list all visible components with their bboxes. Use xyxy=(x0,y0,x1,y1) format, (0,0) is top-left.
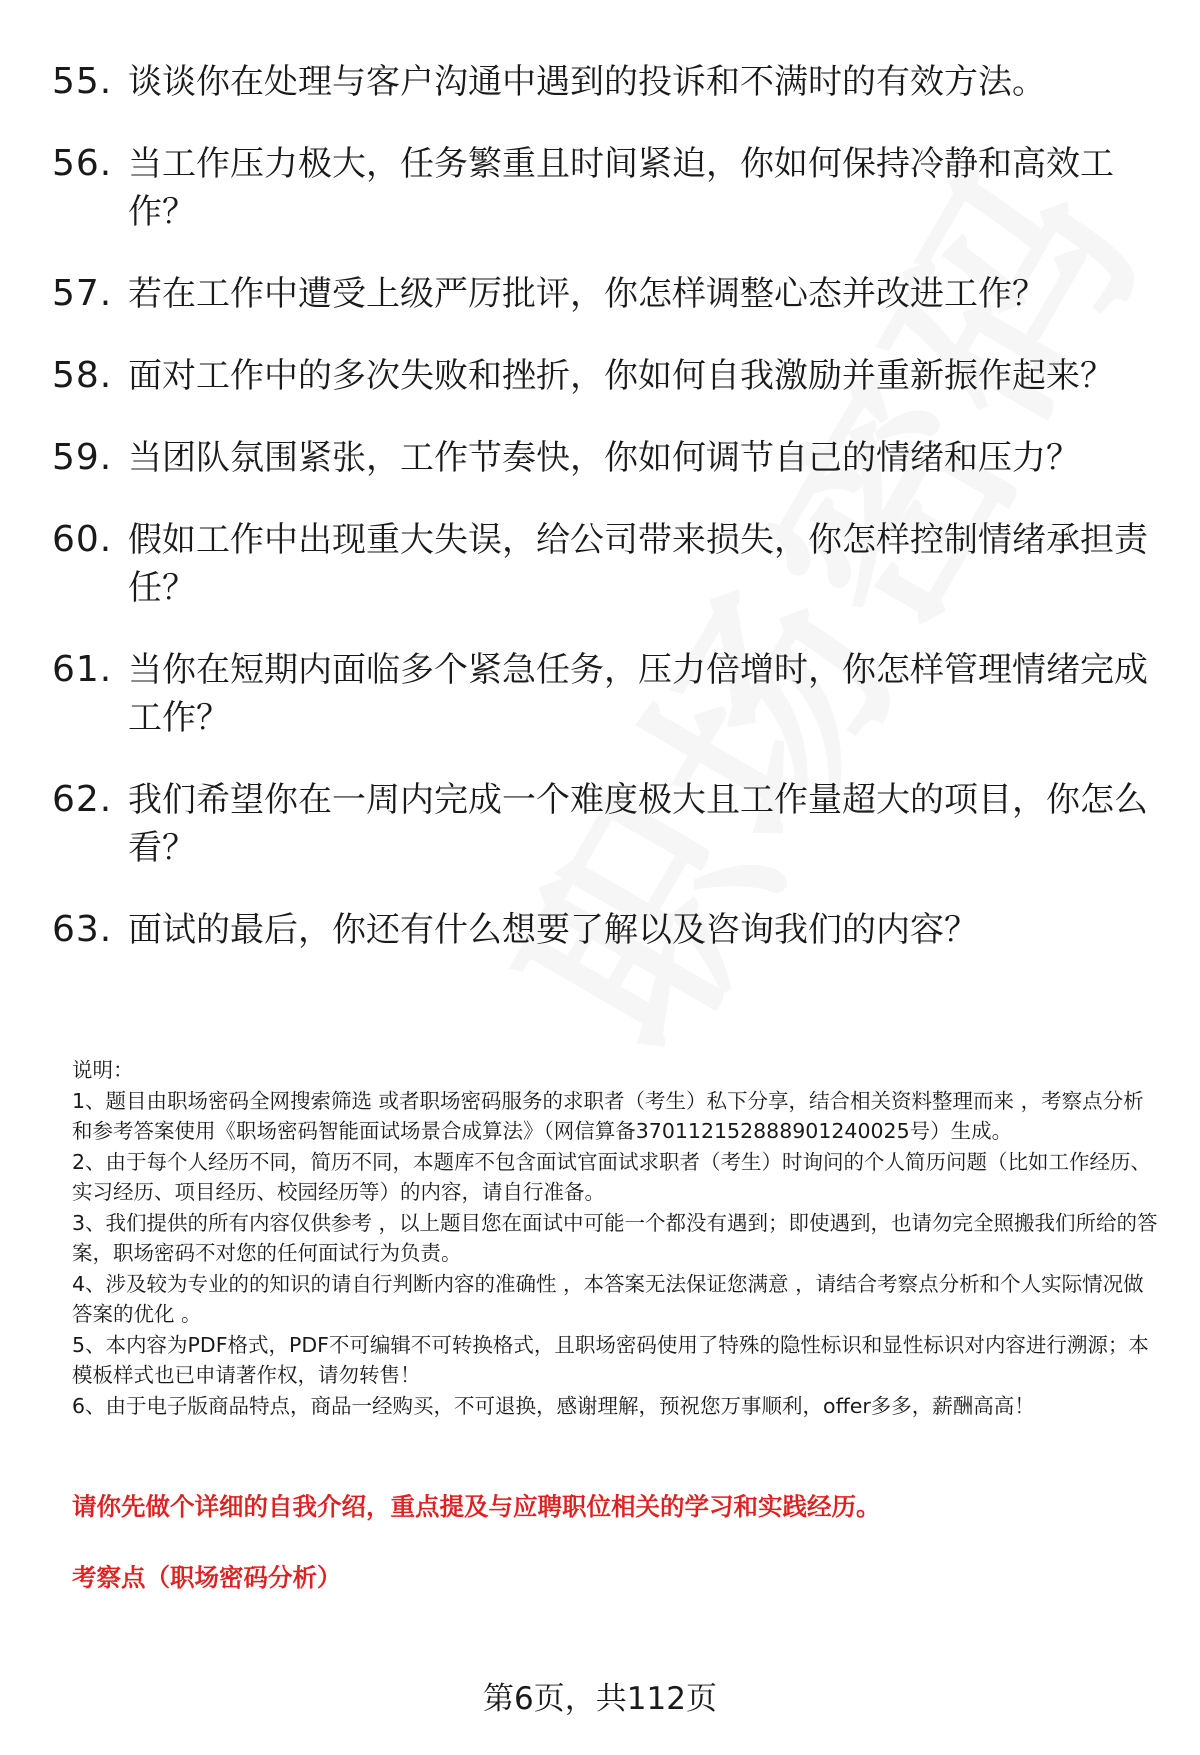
question-text: 当团队氛围紧张，工作节奏快，你如何调节自己的情绪和压力？ xyxy=(128,438,1080,478)
question-item xyxy=(52,58,1162,106)
question-item xyxy=(52,140,1162,236)
page-number: 第6页，共112页 xyxy=(483,1681,717,1717)
note-item: 3、我们提供的所有内容仅供参考 ，以上题目您在面试中可能一个都没有遇到；即使遇到，也请勿完全照搬我们所给的答案，职场密码不对您的任何面试行为负责。 xyxy=(72,1210,1158,1265)
note-item: 4、涉及较为专业的的知识的请自行判断内容的准确性 ，本答案无法保证您满意 ，请结合考察点分析和个人实际情况做答案的优化 。 xyxy=(72,1271,1144,1326)
notes-section xyxy=(72,1055,1162,1421)
question-text: 谈谈你在处理与客户沟通中遇到的投诉和不满时的有效方法。 xyxy=(128,62,1046,102)
question-number: 63. xyxy=(52,909,113,950)
highlight-question: 请你先做个详细的自我介绍，重点提及与应聘职位相关的学习和实践经历。 xyxy=(72,1492,881,1521)
question-item xyxy=(52,516,1162,612)
question-item xyxy=(52,776,1162,872)
question-number: 62. xyxy=(52,779,113,820)
note-item: 6、由于电子版商品特点，商品一经购买，不可退换，感谢理解，预祝您万事顺利，offer多多，薪酬高高！ xyxy=(72,1393,1035,1418)
question-text: 面对工作中的多次失败和挫折，你如何自我激励并重新振作起来？ xyxy=(128,356,1114,396)
question-text: 当工作压力极大，任务繁重且时间紧迫，你如何保持冷静和高效工作？ xyxy=(128,144,1114,232)
note-item: 5、本内容为PDF格式，PDF不可编辑不可转换格式，且职场密码使用了特殊的隐性标识和显性标识对内容进行溯源；本模板样式也已申请著作权，请勿转售！ xyxy=(72,1332,1149,1387)
question-text: 若在工作中遭受上级严厉批评，你怎样调整心态并改进工作？ xyxy=(128,274,1046,314)
question-text: 假如工作中出现重大失误，给公司带来损失，你怎样控制情绪承担责任？ xyxy=(128,520,1148,608)
question-number: 61. xyxy=(52,649,113,690)
question-number: 58. xyxy=(52,355,113,396)
question-number: 56. xyxy=(52,143,113,184)
question-number: 57. xyxy=(52,273,113,314)
section-heading: 考察点（职场密码分析） xyxy=(72,1563,342,1592)
question-list xyxy=(52,58,1162,988)
question-item xyxy=(52,352,1162,400)
question-text: 我们希望你在一周内完成一个难度极大且工作量超大的项目，你怎么看？ xyxy=(128,780,1148,868)
question-number: 59. xyxy=(52,437,113,478)
question-item xyxy=(52,906,1162,954)
question-item xyxy=(52,270,1162,318)
note-item: 1、题目由职场密码全网搜索筛选 或者职场密码服务的求职者（考生）私下分享，结合相关资料整理而来 ，考察点分析和参考答案使用《职场密码智能面试场景合成算法》（网信算备370112152888901240025号）生成。 xyxy=(72,1088,1144,1143)
question-text: 当你在短期内面临多个紧急任务，压力倍增时，你怎样管理情绪完成工作？ xyxy=(128,650,1148,738)
question-text: 面试的最后，你还有什么想要了解以及咨询我们的内容？ xyxy=(128,910,978,950)
question-number: 55. xyxy=(52,61,113,102)
notes-title: 说明： xyxy=(72,1058,134,1082)
question-item xyxy=(52,646,1162,742)
note-item: 2、由于每个人经历不同，简历不同，本题库不包含面试官面试求职者（考生）时询问的个人简历问题（比如工作经历、实习经历、项目经历、校园经历等）的内容，请自行准备。 xyxy=(72,1149,1152,1204)
question-item xyxy=(52,434,1162,482)
question-number: 60. xyxy=(52,519,113,560)
